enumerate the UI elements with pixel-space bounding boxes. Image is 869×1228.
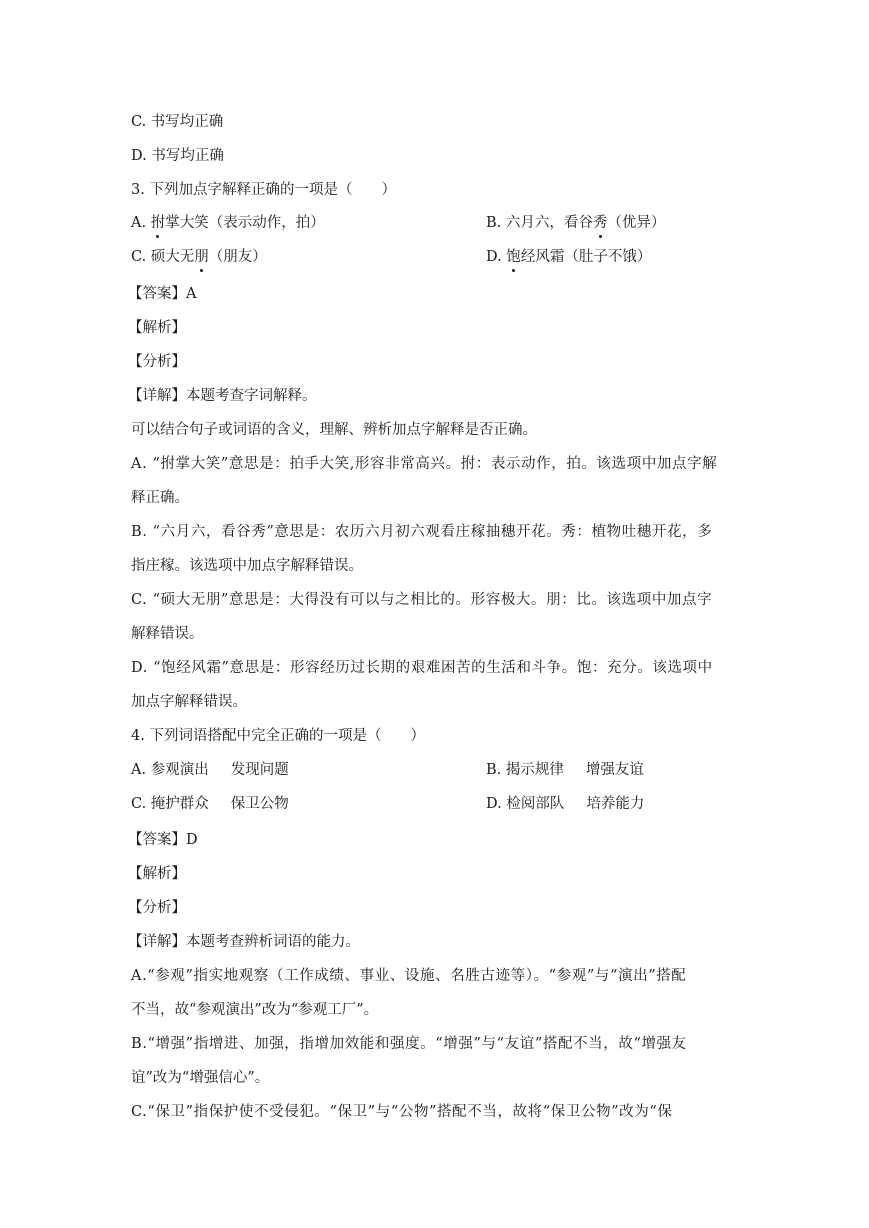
q4-detail: 【详解】本题考查辨析词语的能力。 [128, 934, 360, 950]
q3-option-c [131, 247, 267, 267]
q3-explanation-a-line2: 释正确。 [131, 490, 189, 506]
q2-option-c: C. 书写均正确 [131, 114, 224, 130]
q3-explanation-a-line1: A. “拊掌大笑”意思是：拍手大笑,形容非常高兴。拊：表示动作，拍。该选项中加点字解 [131, 456, 718, 472]
q3-option-a [131, 213, 325, 233]
q3-option-c-dotted-char: 朋 [194, 249, 209, 265]
q4-option-c [131, 794, 289, 814]
q3-option-c-prefix: C. 硕大无 [131, 249, 195, 265]
q3-explanation-d-line2: 加点字解释错误。 [131, 694, 247, 710]
q3-stem: 3. 下列加点字解释正确的一项是（ ） [131, 182, 396, 198]
q3-option-b-rest: （优异） [607, 215, 666, 231]
q4-option-d [486, 794, 644, 814]
q3-explanation-c-line2: 解释错误。 [131, 626, 204, 642]
q3-option-d [486, 247, 651, 267]
q3-option-b-dotted-char: 秀 [592, 215, 608, 231]
q4-analysis-heading: 【解析】 [128, 866, 186, 882]
q4-explanation-a-line2: 不当，故“参观演出”改为“参观工厂”。 [131, 1002, 379, 1018]
q3-explanation-d-line1: D. “饱经风霜”意思是：形容经历过长期的艰难困苦的生活和斗争。饱：充分。该选项中 [131, 660, 713, 676]
q3-option-d-prefix: D. [486, 249, 507, 265]
q3-explanation-b-line2: 指庄稼。该选项中加点字解释错误。 [131, 558, 363, 574]
q4-option-b-phrase1: B. 揭示规律 [486, 762, 564, 778]
q3-analysis-heading: 【解析】 [128, 320, 186, 336]
q4-option-b [486, 760, 644, 780]
q3-option-a-dotted-char: 拊 [150, 215, 166, 231]
q4-fenxi-heading: 【分析】 [128, 900, 186, 916]
q4-option-c-phrase1: C. 掩护群众 [131, 796, 209, 812]
q3-option-a-rest: 掌大笑（表示动作，拍） [165, 215, 325, 231]
q3-explanation-intro: 可以结合句子或词语的含义，理解、辨析加点字解释是否正确。 [131, 422, 537, 438]
q4-option-a-phrase2: 发现问题 [230, 762, 289, 778]
q4-explanation-b-line1: B.“增强”指增进、加强，指增加效能和强度。“增强”与“友谊”搭配不当，故“增强友 [131, 1036, 687, 1052]
q3-answer: 【答案】A [128, 286, 197, 302]
q4-explanation-b-line2: 谊”改为“增强信心”。 [131, 1070, 270, 1086]
q4-explanation-c-line1: C.“保卫”指保护使不受侵犯。“保卫”与“公物”搭配不当，故将“保卫公物”改为“保 [131, 1104, 673, 1120]
q4-option-a-phrase1: A. 参观演出 [131, 762, 209, 778]
q3-fenxi-heading: 【分析】 [128, 354, 186, 370]
q4-stem: 4. 下列词语搭配中完全正确的一项是（ ） [131, 728, 425, 744]
q3-explanation-c-line1: C. “硕大无朋”意思是：大得没有可以与之相比的。形容极大。朋：比。该选项中加点字 [131, 592, 713, 608]
q3-option-d-dotted-char: 饱 [506, 249, 521, 265]
q3-option-b [486, 213, 665, 233]
q3-option-c-rest: （朋友） [208, 249, 267, 265]
q3-option-d-rest: 经风霜（肚子不饿） [520, 249, 652, 265]
q4-explanation-a-line1: A.“参观”指实地观察（工作成绩、事业、设施、名胜古迹等）。“参观”与“演出”搭配 [131, 968, 687, 984]
q3-option-b-prefix: B. 六月六，看谷 [486, 215, 593, 231]
q2-option-d: D. 书写均正确 [131, 148, 224, 164]
q4-answer: 【答案】D [128, 832, 198, 848]
q3-option-a-prefix: A. [131, 215, 151, 231]
q4-option-d-phrase2: 培养能力 [586, 796, 645, 812]
q4-option-c-phrase2: 保卫公物 [230, 796, 289, 812]
q4-option-a [131, 760, 289, 780]
q3-explanation-b-line1: B. “六月六，看谷秀”意思是：农历六月初六观看庄稼抽穗开花。秀：植物吐穗开花，多 [131, 524, 713, 540]
q3-detail: 【详解】本题考查字词解释。 [128, 388, 317, 404]
q4-option-b-phrase2: 增强友谊 [585, 762, 644, 778]
q4-option-d-phrase1: D. 检阅部队 [486, 796, 565, 812]
